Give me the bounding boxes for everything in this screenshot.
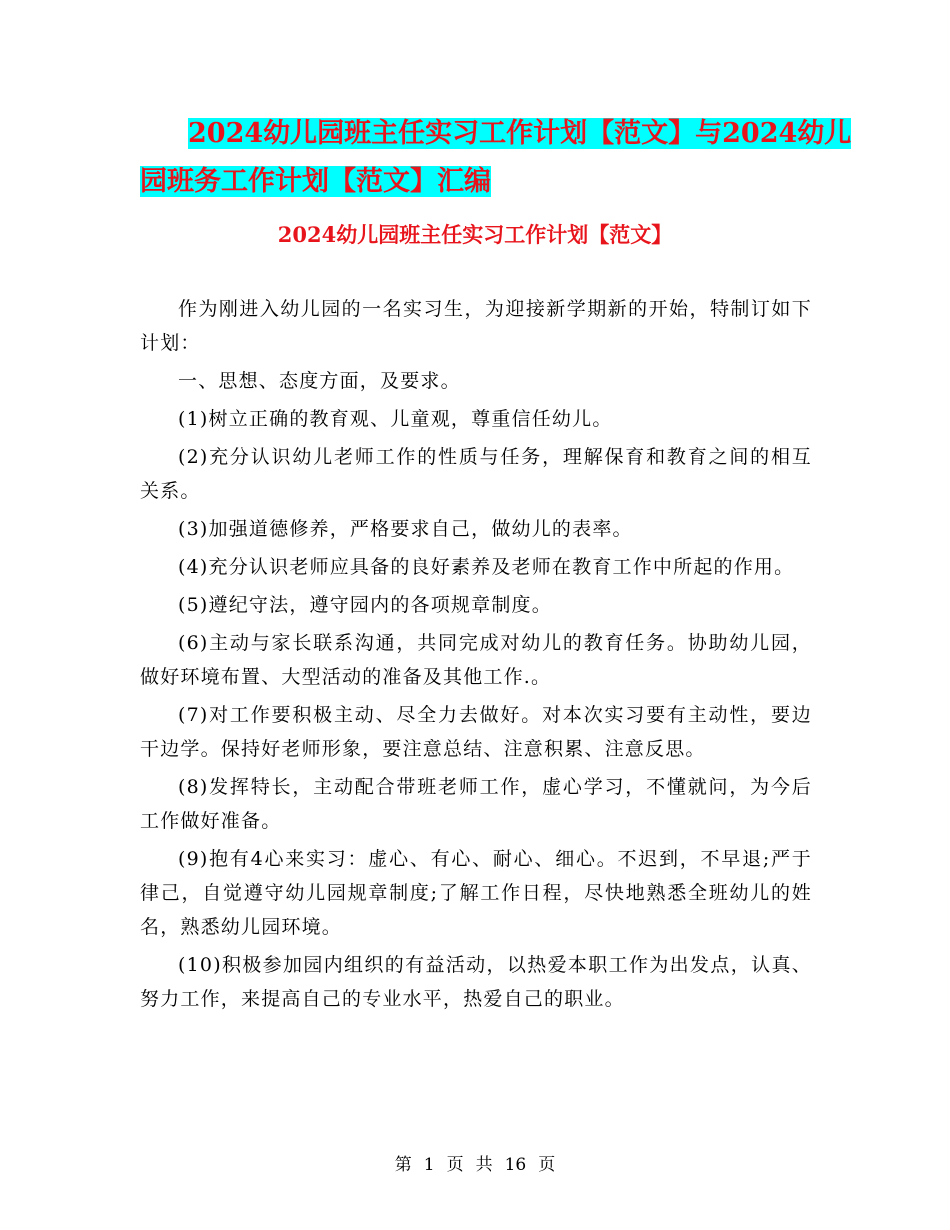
paragraph-item-3: (3)加强道德修养，严格要求自己，做幼儿的表率。 <box>178 518 633 540</box>
paragraph-item-5: (5)遵纪守法，遵守园内的各项规章制度。 <box>178 594 552 616</box>
title-line-2-text: 园班务工作计划【范文】汇编 <box>140 166 491 197</box>
paragraph-item-10: (10)积极参加园内组织的有益活动，以热爱本职工作为出发点，认真、努力工作，来提高自己的专业水平，热爱自己的职业。 <box>140 954 812 1010</box>
paragraph-intro: 作为刚进入幼儿园的一名实习生，为迎接新学期新的开始，特制订如下计划： <box>140 298 812 354</box>
document-title <box>140 110 852 206</box>
paragraph-section-heading: 一、思想、态度方面，及要求。 <box>178 370 461 392</box>
page-total: 16 <box>504 1155 527 1175</box>
page-footer <box>0 1153 950 1177</box>
paragraph-item-1: (1)树立正确的教育观、儿童观，尊重信任幼儿。 <box>178 408 613 430</box>
document-body <box>140 292 812 1020</box>
paragraph-item-8: (8)发挥特长，主动配合带班老师工作，虚心学习，不懂就问，为今后工作做好准备。 <box>140 776 812 832</box>
paragraph-item-7: (7)对工作要积极主动、尽全力去做好。对本次实习要有主动性，要边干边学。保持好老师形象，要注意总结、注意积累、注意反思。 <box>140 704 812 760</box>
title-line-1-text: 2024幼儿园班主任实习工作计划【范文】与2024幼儿 <box>188 118 852 149</box>
title-line-1 <box>140 110 852 158</box>
paragraph-item-6: (6)主动与家长联系沟通，共同完成对幼儿的教育任务。协助幼儿园，做好环境布置、大型活动的准备及其他工作.。 <box>140 632 812 688</box>
paragraph-item-9: (9)抱有4心来实习：虚心、有心、耐心、细心。不迟到，不早退;严于律己，自觉遵守幼儿园规章制度;了解工作日程，尽快地熟悉全班幼儿的姓名，熟悉幼儿园环境。 <box>140 848 812 938</box>
paragraph-item-2: (2)充分认识幼儿老师工作的性质与任务，理解保育和教育之间的相互关系。 <box>140 446 812 502</box>
page-current: 1 <box>423 1155 435 1175</box>
page-label-mid2: 共 <box>475 1155 493 1175</box>
section-title: 2024幼儿园班主任实习工作计划【范文】 <box>277 222 673 247</box>
page-label-prefix: 第 <box>394 1155 412 1175</box>
title-line-2 <box>140 158 840 206</box>
page-label-mid1: 页 <box>446 1155 464 1175</box>
page-label-suffix: 页 <box>538 1155 556 1175</box>
paragraph-item-4: (4)充分认识老师应具备的良好素养及老师在教育工作中所起的作用。 <box>178 556 795 578</box>
